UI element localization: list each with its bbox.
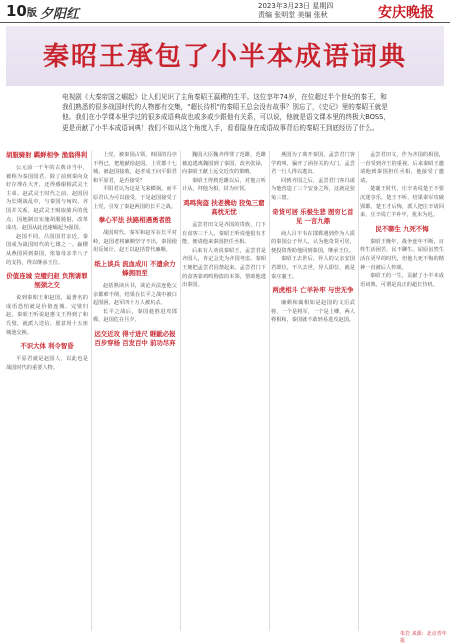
body-paragraph: 楚襄王时代，庄辛劝说楚王不要沉迷享乐，楚王不听，结果秦军攻破郢都，楚王才后悔，派人把庄辛请回来，庄辛说亡羊补牢，犹未为迟。 — [360, 186, 444, 219]
body-paragraph: 赵括熟读兵书，谈论兵法连他父亲都难不倒，结果在长平之战中被白起围困，赵军四十万人被坑杀。 — [93, 282, 177, 307]
article-column-4 — [271, 151, 355, 631]
body-paragraph: 后来有人劝说秦昭王，孟尝君是齐国人，肯定会先为齐国考虑。秦昭王便把孟尝君囚禁起来。孟尝君门下的食客靠鸡鸣狗盗的本领，帮助他逃出秦国。 — [182, 247, 266, 289]
issue-date: 2023年3月23日 星期四 — [258, 2, 334, 10]
body-paragraph: 燕国为了离开秦国，孟尝君门客学鸡叫，骗开了函谷关的大门，孟尝君一行人得以逃出。 — [271, 152, 355, 176]
body-paragraph: 公元前一千年的古典诗当中，被称为秦国国君，除了前到秦向众好存理在大开，还得感谢相武灵王主弟。赵武灵王时代之前，赵国因为长期战乱中，与秦国与匈奴、齐国并关系，赵武灵王吸取骑兵的优点，因地制宜实施胡服骑射，改革成功，赵国从此迅速崛起为强国。 — [6, 165, 88, 232]
subheading: 拳心平法 扶路相遇勇者胜 — [98, 216, 172, 225]
editor-credit: 责编 张明堂 美编 张秋 — [258, 11, 328, 19]
masthead — [0, 0, 450, 23]
article-column-2 — [93, 151, 177, 631]
page-number: 10版 — [6, 2, 37, 20]
body-paragraph: 孟尝君田文是齐国的贵族，门下有食客三千人。秦昭王听说他很有才能，便请他来秦国担任丞相。 — [182, 221, 266, 246]
subheading: 鸡鸣狗盗 扶老携幼 狡兔三窟 高枕无忧 — [183, 198, 265, 216]
newspaper-brand: 安庆晚报 — [378, 5, 434, 21]
body-paragraph: 上党，被秦国占领。韩国的冯亭不得已，把地献给赵国。上党郡十七城，被赵国接收，赵孝成王问平阳君和平原君，是否接受？ — [93, 152, 177, 184]
body-paragraph: 秦昭王晚年，战争连年不断，百姓生活困苦，民不聊生。屈原虽然生活在更早的时代，但他九死不悔的精神一直被后人传颂。 — [360, 238, 444, 271]
body-paragraph: 平阳君认为这是飞来横祸，而平原君认为可以接受，于是赵国接受了上党，引发了秦赵两国的长平之战。 — [93, 186, 177, 210]
headline: 秦昭王承包了小半本成语词典 — [42, 42, 407, 72]
body-paragraph: 秦昭王去世后，异人的父亲安国君即位，不久去世，异人即位，就是秦庄襄王。 — [271, 256, 355, 280]
article-column-3 — [182, 151, 266, 631]
subheading: 不识大体 利令智昏 — [20, 342, 74, 351]
subheading: 两虎相斗 亡羊补牢 与世无争 — [272, 286, 354, 295]
body-paragraph: 魏国大臣魏齐得罪了范雎，范雎被迫逃离魏国到了秦国，改名张禄，向秦昭王献上远交近攻的策略。 — [182, 152, 266, 176]
subheading: 奇货可居 乐极生悲 图穷匕首见 一言九鼎 — [272, 207, 354, 225]
subheading: 民不聊生 九死不悔 — [375, 224, 429, 233]
body-paragraph: 商人吕不韦在邯郸遇到作为人质的秦国公子异人，认为他奇货可居，便投资帮助他回到秦国，继承王位。 — [271, 230, 355, 254]
article-column-5 — [360, 151, 444, 631]
body-paragraph: 秦昭王的一生，贡献了小半本成语词典，可谓是真正的超长待机。 — [360, 273, 444, 288]
dateline — [258, 2, 333, 20]
subheading: 价值连城 完璧归赵 负荆请罪 刎颈之交 — [6, 272, 88, 290]
subheading: 纸上谈兵 流血成川 不遗余力 蜂拥而至 — [94, 259, 176, 277]
body-paragraph: 孟尝君田文，作为齐国的相国，一直受到齐王的重视。后来秦昭王邀请他到秦国担任丞相，他接受了邀请。 — [360, 152, 444, 184]
lead-paragraph: 电视剧《大秦帝国之崛起》让人们见识了主角秦昭王嬴稷的生平。这位享年74岁，在位超过半个世纪的秦王，和我们熟悉的很多战国时代的人物都有交集，"超长待机"的秦昭王总会没有故事？别忘了，《史记》里的秦昭王就是他。我们在小学课本里学过的很多成语典故也或多或少跟他有关系，可以说，他就是语文课本里的终极大BOSS，更是贡献了小半本成语词典！我们不如从这个角度入手，看看隐身在成语故事背后的秦昭王到底经历了什么。 — [62, 93, 390, 132]
body-paragraph: 廉颇和蔺相如是赵国的文臣武将，一个是将军，一个是上卿，两人将相和，秦国就不敢轻易进攻赵国。 — [271, 300, 355, 324]
section-name: 夕阳红 — [40, 7, 80, 22]
subheading: 远交近攻 得寸进尺 睚眦必报 百步穿杨 百发百中 前功尽弃 — [94, 329, 176, 347]
headline-banner — [6, 26, 444, 86]
article-columns — [6, 151, 444, 631]
body-paragraph: 说到秦昭王和赵国，最著名的成语恐怕就是价值连城、完璧归赵。秦昭王听说赵惠文王得到了和氏璧，就派人送信，愿意用十五座城池交换。 — [6, 295, 88, 336]
body-paragraph: 回到齐国之后，孟尝君门客冯谖为他营造了三个安身之所，这就是狡兔三窟。 — [271, 177, 355, 201]
subheading: 胡服骑射 羁鲜相争 渔翁得利 — [6, 151, 88, 159]
body-paragraph: 秦昭王得到范雎以后，对他言听计从，拜他为相，封为应侯。 — [182, 177, 266, 193]
article-credit: 朱岩 来源：北京青年报 — [400, 631, 447, 644]
article-column-1 — [6, 151, 88, 631]
body-paragraph: 战国时代，秦军和赵军在长平对峙，赵国老将廉颇坚守不出，秦国使用反间计，赵王以赵括替代廉颇。 — [93, 230, 177, 254]
body-paragraph: 长平之战后，秦国趁胜进攻邯郸，赵国危在旦夕。 — [93, 308, 177, 324]
body-paragraph: 平原君就是赵国人，以此也是战国时代的重要人物。 — [6, 356, 88, 371]
body-paragraph: 赵国不同，吕国国君亲近，秦国成为战国时代的七雄之一。嬴稷从燕国回到秦国，依靠母亲芈八子的支持，得以继承王位。 — [6, 233, 88, 266]
